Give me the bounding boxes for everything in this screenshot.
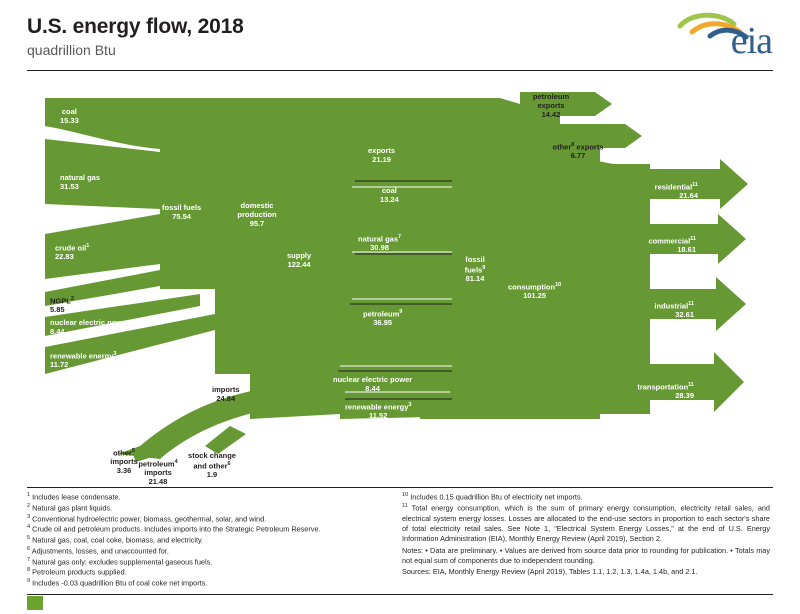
node-label-coal-consumed: coal 13.24 [380, 186, 399, 204]
page-subtitle: quadrillion Btu [27, 42, 116, 58]
note-item: $^8$ Petroleum products supplied. [27, 567, 127, 577]
eia-wordmark: eia [730, 20, 772, 62]
note-item: $^{10}$ Includes 0.15 quadrillion Btu of electricity net imports. [402, 492, 583, 502]
notes-general: Notes: • Data are preliminary. • Values are derived from source data prior to rounding for publication. • Totals may not equal sum of components due to independent rounding. [402, 545, 770, 565]
node-label-other-imports: other$^5$ imports 3.36 [110, 448, 138, 476]
node-label-exports: exports 21.19 [368, 146, 396, 164]
note-item: $^7$ Natural gas only; excludes supplemental gaseous fuels. [27, 556, 213, 567]
node-label-natural-gas-consumed: natural gas$^7$ 30.98 [358, 234, 402, 253]
node-label-fossil-fuels-consumed: fossil fuels$^9$ 81.14 [464, 255, 486, 284]
node-label-nuclear-consumed: nuclear electric power 8.44 [333, 375, 413, 393]
node-label-renewable-energy: renewable energy$^3$ 11.72 [50, 351, 117, 370]
sankey-diagram [0, 74, 800, 486]
node-label-domestic-production: domestic production 95.7 [237, 201, 277, 228]
node-label-petroleum-consumed: petroleum$^9$ 36.95 [363, 309, 403, 328]
footer-divider [27, 594, 773, 595]
node-label-coal: coal 15.33 [60, 107, 79, 125]
node-label-ngpl: NGPL$^2$ 5.85 [50, 296, 74, 315]
node-label-consumption: consumption$^{10}$ 101.25 [508, 282, 562, 301]
node-label-residential: residential$^{11}$ 21.64 [654, 182, 698, 201]
node-label-petroleum-exports: petroleum exports 14.42 [532, 92, 570, 119]
corner-mark [27, 596, 43, 610]
note-item: $^5$ Natural gas, coal, coal coke, biomass, and electricity. [27, 535, 204, 545]
notes-divider [27, 487, 773, 488]
note-item: $^2$ Natural gas plant liquids. [27, 502, 113, 513]
node-label-renewable-consumed: renewable energy$^3$ 11.52 [345, 402, 412, 421]
note-item: $^6$ Adjustments, losses, and unaccounted for. [27, 545, 169, 556]
footnotes-left-column [27, 492, 387, 589]
node-label-stock-change: stock change and other$^6$ 1.9 [188, 451, 236, 480]
notes-sources: Sources: EIA, Monthly Energy Review (April 2019), Tables 1.1, 1.2, 1.3, 1.4a, 1.4b, and 2.1. [402, 567, 698, 577]
note-item: $^3$ Conventional hydroelectric power, biomass, geothermal, solar, and wind. [27, 513, 267, 523]
page-header [0, 0, 800, 72]
node-label-crude-oil: crude oil$^1$ 22.83 [55, 243, 90, 262]
node-label-other-exports: other$^8$ exports 6.77 [552, 142, 604, 161]
note-item: $^1$ Includes lease condensate. [27, 492, 121, 502]
node-label-industrial: industrial$^{11}$ 32.61 [654, 301, 694, 320]
page-title: U.S. energy flow, 2018 [27, 15, 244, 38]
node-label-imports: imports 24.84 [212, 385, 240, 403]
footnotes-right-column [402, 492, 770, 578]
node-label-commercial: commercial$^{11}$ 18.61 [648, 236, 696, 255]
node-label-fossil-fuels-production: fossil fuels 75.54 [162, 203, 202, 221]
note-item: $^4$ Crude oil and petroleum products. Includes imports into the Strategic Petroleum Reserve. [27, 524, 321, 534]
node-label-transportation: transportation$^{11}$ 28.39 [637, 382, 694, 401]
node-label-supply: supply 122.44 [287, 251, 312, 269]
node-label-petroleum-imports: petroleum$^4$ imports 21.48 [138, 459, 178, 487]
node-label-natural-gas: natural gas 31.53 [60, 173, 101, 191]
note-item: $^{11}$ Total energy consumption, which is the sum of primary energy consumption, electricity retail sales, and electrical system energy losses. Losses are allocated to the end-use sectors in proportion to each sector's share of total electricity retail sales. See Note 1, "Electrical System Energy Losses," at the end of U.S. Energy Information Administration (EIA), Monthly Energy Review (April 2019), Section 2. [402, 502, 770, 544]
header-divider [27, 70, 773, 71]
sankey-svg [0, 74, 800, 486]
note-item: $^9$ Includes -0.03 quadrillion Btu of coal coke net imports. [27, 578, 208, 588]
node-label-nuclear-electric-power: nuclear electric power 8.44 [50, 318, 130, 336]
